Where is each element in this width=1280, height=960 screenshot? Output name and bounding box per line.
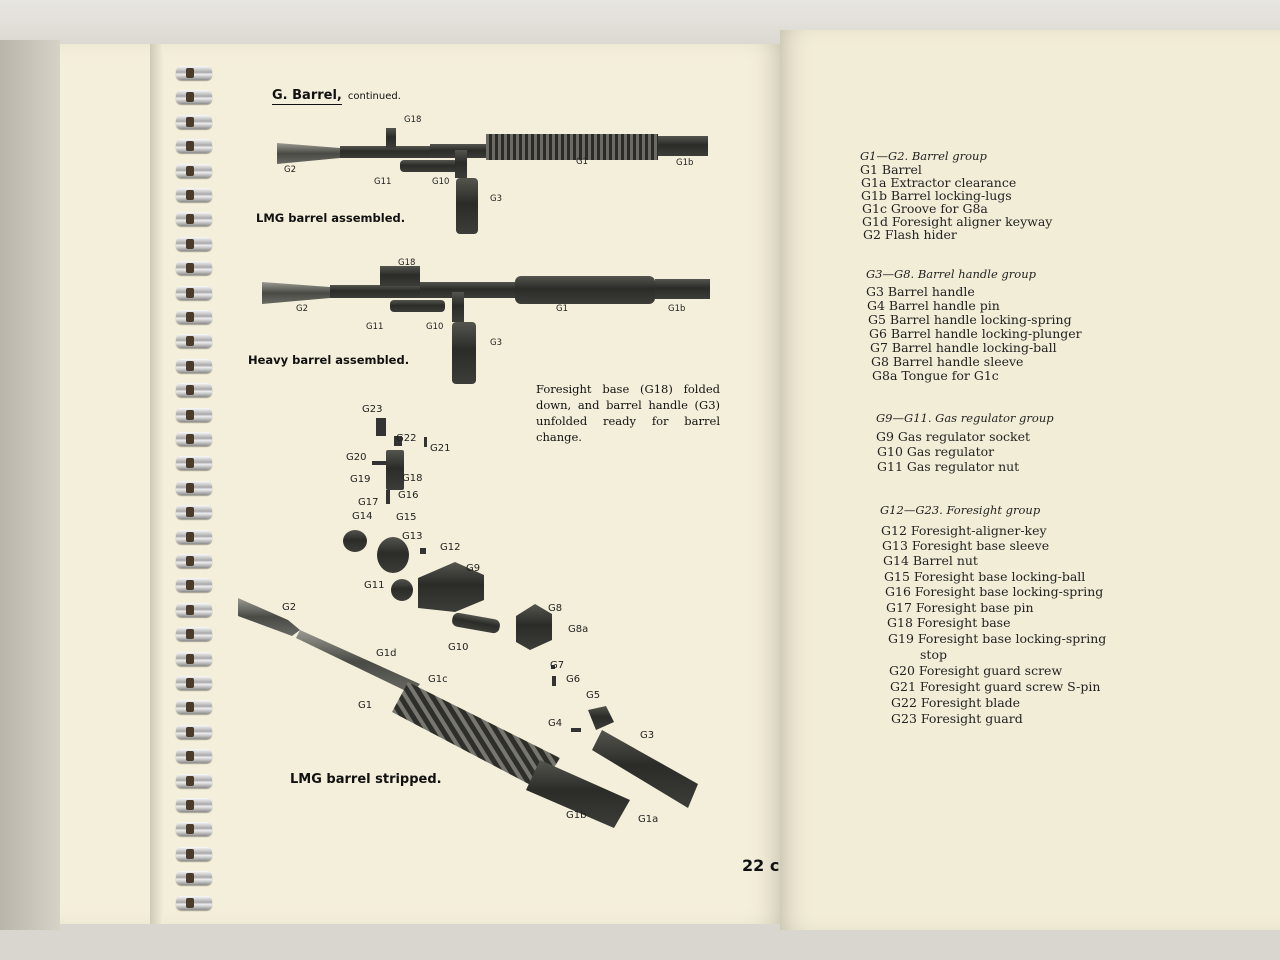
group-item: G4 Barrel handle pin (867, 298, 1000, 313)
group-item: G20 Foresight guard screw (889, 663, 1063, 678)
group-item: G10 Gas regulator (877, 444, 995, 459)
group-item: G1b Barrel locking-lugs (861, 188, 1012, 203)
fig1-label-g11: G11 (374, 177, 392, 187)
fig3-label-g13: G13 (402, 531, 423, 542)
group-item: G13 Foresight base sleeve (882, 538, 1050, 553)
fig2-label-g1b: G1b (668, 304, 686, 314)
group-item: G8a Tongue for G1c (872, 368, 999, 383)
fig3-label-g1d: G1d (376, 648, 397, 659)
fig3-label-g20: G20 (346, 452, 367, 463)
fig2-label-g18: G18 (398, 258, 416, 268)
group-item: G9 Gas regulator socket (876, 429, 1031, 444)
group-item: G7 Barrel handle locking-ball (870, 340, 1057, 355)
fig2-label-g2: G2 (296, 304, 308, 314)
group-item: G21 Foresight guard screw S-pin (890, 679, 1101, 694)
fig3-label-g2: G2 (282, 602, 297, 613)
fig1-label-g3: G3 (490, 194, 502, 204)
group-item: G1d Foresight aligner keyway (862, 214, 1053, 229)
fig1-label-g18: G18 (404, 115, 422, 125)
fig1-label-g1b: G1b (676, 158, 694, 168)
group-item: G16 Foresight base locking-spring (885, 584, 1104, 599)
group-title-barrel: G1—G2. Barrel group (860, 149, 987, 163)
page-number: 22 c (742, 856, 780, 875)
fig3-label-g12: G12 (440, 542, 461, 553)
fig3-label-g5: G5 (586, 690, 601, 701)
group-title-foresight: G12—G23. Foresight group (880, 503, 1041, 517)
fig3-label-g7: G7 (550, 660, 565, 671)
caption-heavy-assembled: Heavy barrel assembled. (248, 353, 410, 367)
section-title-main: G. Barrel, (272, 88, 342, 103)
fig1-label-g2: G2 (284, 165, 296, 175)
fig3-label-g3: G3 (640, 730, 655, 741)
section-title (272, 88, 401, 103)
fig1-label-g10: G10 (432, 177, 450, 187)
fig3-label-g17: G17 (358, 497, 379, 508)
fig2-label-g11: G11 (366, 322, 384, 332)
group-item: G15 Foresight base locking-ball (884, 569, 1086, 584)
fig3-label-g22: G22 (396, 433, 417, 444)
group-title-handle: G3—G8. Barrel handle group (866, 267, 1036, 281)
group-item: G1 Barrel (860, 162, 922, 177)
group-item: G2 Flash hider (863, 227, 957, 242)
group-item: G12 Foresight-aligner-key (881, 523, 1047, 538)
group-item: G6 Barrel handle locking-plunger (869, 326, 1082, 341)
group-item: G18 Foresight base (887, 615, 1011, 630)
fig1-label-g1: G1 (576, 157, 588, 167)
fig3-label-g9: G9 (466, 563, 481, 574)
lmg-barrel-stripped-figure (238, 418, 698, 828)
group-item: G22 Foresight blade (891, 695, 1021, 710)
caption-lmg-stripped: LMG barrel stripped. (290, 772, 442, 787)
fig3-label-g1b: G1b (566, 810, 587, 821)
group-item: G8 Barrel handle sleeve (871, 354, 1024, 369)
fig2-label-g10: G10 (426, 322, 444, 332)
fig3-label-g8a: G8a (568, 624, 589, 635)
fig2-label-g1: G1 (556, 304, 568, 314)
fig3-label-g1c: G1c (428, 674, 448, 685)
fig3-label-g1: G1 (358, 700, 373, 711)
group-item: G1c Groove for G8a (862, 201, 988, 216)
caption-lmg-assembled: LMG barrel assembled. (256, 211, 406, 225)
section-title-continued: continued. (347, 91, 401, 102)
fig3-label-g19: G19 (350, 474, 371, 485)
fig3-label-g4: G4 (548, 718, 563, 729)
group-item: stop (920, 647, 947, 662)
fig3-label-g16: G16 (398, 490, 419, 501)
fig3-label-g8: G8 (548, 603, 563, 614)
group-item: G1a Extractor clearance (861, 175, 1017, 190)
group-item: G5 Barrel handle locking-spring (868, 312, 1072, 327)
group-item: G19 Foresight base locking-spring (888, 631, 1107, 646)
fig3-label-g6: G6 (566, 674, 581, 685)
fig3-label-g10: G10 (448, 642, 469, 653)
group-item: G3 Barrel handle (866, 284, 975, 299)
group-item: G14 Barrel nut (883, 553, 978, 568)
fig3-label-g1a: G1a (638, 814, 659, 825)
group-item: G23 Foresight guard (891, 711, 1023, 726)
fig3-label-g14: G14 (352, 511, 373, 522)
fig2-label-g3: G3 (490, 338, 502, 348)
group-title-gas-regulator: G9—G11. Gas regulator group (876, 411, 1054, 425)
fig3-label-g18: G18 (402, 473, 423, 484)
group-item: G17 Foresight base pin (886, 600, 1034, 615)
foresight-note: Foresight base (G18) folded down, and barrel handle (G3) unfolded ready for barrel change. (536, 382, 720, 444)
fig3-label-g21: G21 (430, 443, 451, 454)
fig3-label-g15: G15 (396, 512, 417, 523)
group-item: G11 Gas regulator nut (877, 459, 1020, 474)
fig3-label-g23: G23 (362, 404, 383, 415)
fig3-label-g11: G11 (364, 580, 385, 591)
